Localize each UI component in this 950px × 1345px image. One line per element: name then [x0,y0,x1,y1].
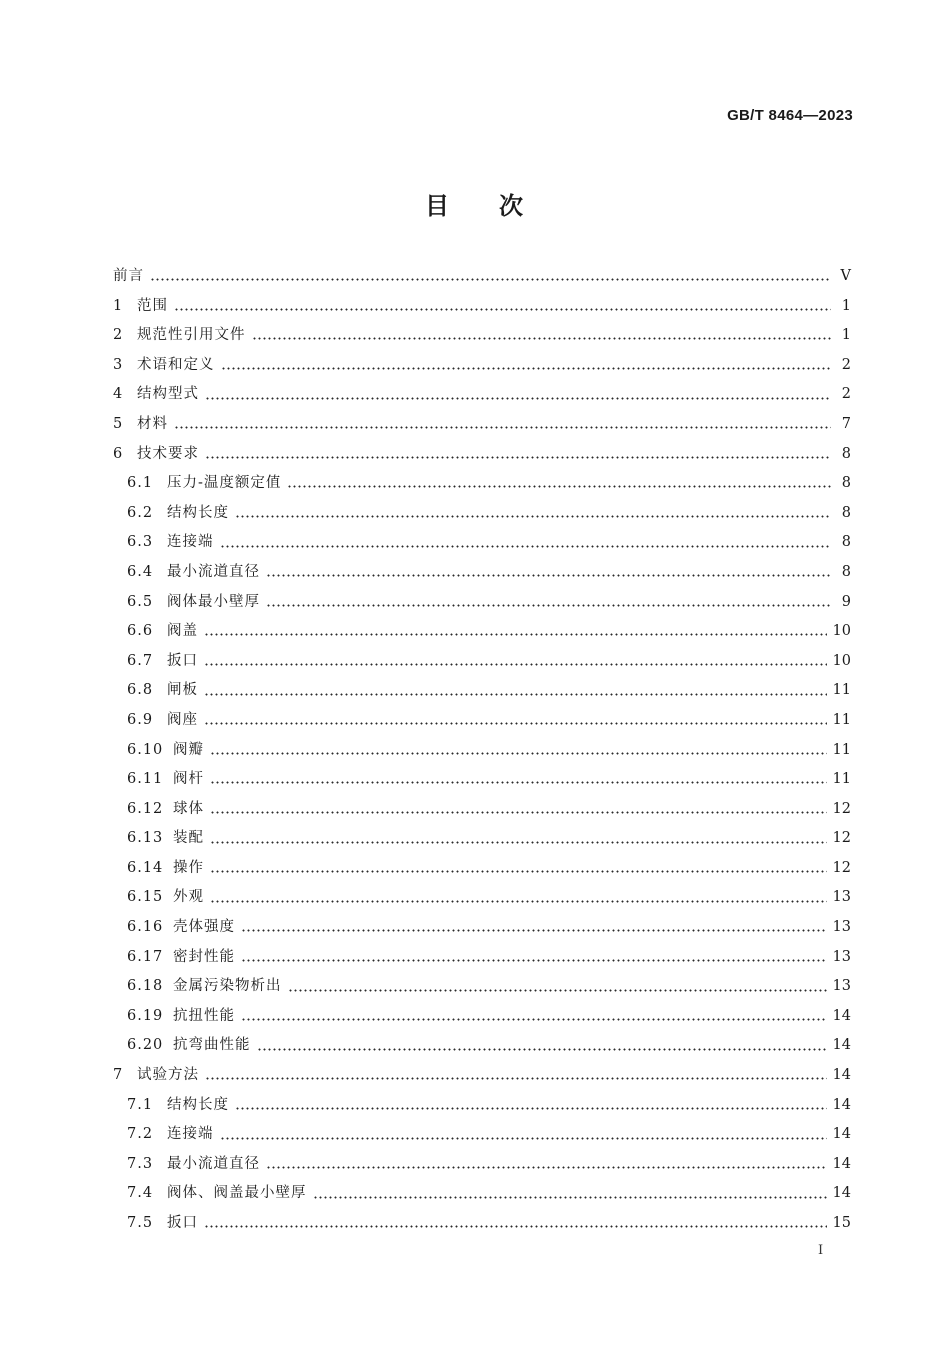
toc-entry-page: 1 [841,297,851,314]
toc-entry-number: 6.4 [127,563,154,580]
toc-entry-page: 9 [841,593,851,610]
dot-leader [220,1137,827,1140]
toc-title-char-2: 次 [499,192,525,220]
toc-entry-page: 14 [832,1126,851,1143]
dot-leader [210,900,827,903]
dot-leader [204,693,827,696]
standard-code: GB/T 8464—2023 [727,107,853,124]
toc-entry-label: 结构型式 [137,386,199,403]
toc-entry-page: 11 [832,771,851,788]
toc-entry-number: 6.12 [127,800,164,817]
dot-leader [220,545,832,548]
toc-entry-number: 7.1 [127,1096,154,1113]
toc-entry-number: 6.17 [127,948,164,965]
toc-entry[interactable] [113,1031,851,1061]
toc-entry-page: 12 [832,859,851,876]
toc-entry-label: 阀体最小壁厚 [167,593,260,610]
toc-entry[interactable] [113,647,851,677]
dot-leader [252,337,832,340]
toc-entry[interactable] [113,1150,851,1180]
toc-entry[interactable] [113,351,851,381]
toc-entry[interactable] [113,292,851,322]
dot-leader [210,781,827,784]
toc-entry-number: 6.1 [127,475,154,492]
toc-entry-page: 14 [832,1096,851,1113]
toc-entry-label: 技术要求 [137,445,199,462]
toc-entry-page: 10 [832,623,851,640]
toc-entry-page: 13 [832,948,851,965]
dot-leader [287,485,831,488]
dot-leader [210,811,827,814]
toc-entry[interactable] [113,765,851,795]
toc-entry-label: 最小流道直径 [167,1155,260,1172]
toc-entry[interactable] [113,469,851,499]
toc-entry-label: 压力-温度额定值 [167,475,282,492]
dot-leader [210,841,827,844]
toc-entry-label: 闸板 [167,682,198,699]
toc-entry[interactable] [113,1091,851,1121]
dot-leader [174,426,831,429]
toc-entry[interactable] [113,617,851,647]
toc-entry-page: 13 [832,889,851,906]
dot-leader [205,456,831,459]
toc-entry[interactable] [113,410,851,440]
dot-leader [266,574,831,577]
toc-entry-page: 11 [832,682,851,699]
toc-entry[interactable] [113,588,851,618]
toc-entry-page: 8 [841,504,851,521]
toc-entry-number: 6.6 [127,623,154,640]
toc-entry[interactable] [113,883,851,913]
toc-entry[interactable] [113,706,851,736]
dot-leader [150,278,831,281]
toc-entry-label: 阀盖 [167,623,198,640]
toc-entry-number: 6.8 [127,682,154,699]
toc-entry[interactable] [113,499,851,529]
toc-entry[interactable] [113,380,851,410]
toc-entry-label: 球体 [173,800,204,817]
toc-entry-label: 材料 [137,415,168,432]
toc-entry-number: 6 [113,445,124,462]
dot-leader [266,604,831,607]
toc-entry-page: 2 [841,386,851,403]
dot-leader [210,870,827,873]
dot-leader [257,1048,827,1051]
dot-leader [241,959,827,962]
toc-entry-label: 金属污染物析出 [173,978,282,995]
toc-entry-label: 结构长度 [167,1096,229,1113]
toc-entry-number: 6.2 [127,504,154,521]
toc-entry-label: 前言 [113,268,144,284]
toc-entry-number: 6.13 [127,830,164,847]
toc-entry-number: 3 [113,356,124,373]
dot-leader [174,308,831,311]
toc-entry[interactable] [113,676,851,706]
toc-entry[interactable] [113,943,851,973]
toc-entry-page: 14 [832,1185,851,1202]
dot-leader [210,752,827,755]
toc-entry-page: 12 [832,830,851,847]
toc-entry-page: 15 [832,1215,851,1231]
toc-entry-label: 阀杆 [173,771,204,788]
toc-entry-page: 8 [841,534,851,551]
toc-entry[interactable] [113,1209,851,1239]
toc-entry[interactable] [113,972,851,1002]
toc-entry-page: 8 [841,563,851,580]
toc-entry-label: 连接端 [167,534,214,551]
toc-entry-label: 扳口 [167,1215,198,1231]
toc-entry[interactable] [113,824,851,854]
toc-entry-label: 密封性能 [173,948,235,965]
dot-leader [204,722,827,725]
toc-entry-page: V [840,268,851,284]
toc-entry-number: 7.4 [127,1185,154,1202]
dot-leader [235,1107,827,1110]
toc-entry-page: 7 [841,415,851,432]
toc-entry-label: 扳口 [167,652,198,669]
toc-entry[interactable] [113,440,851,470]
toc-entry-number: 6.19 [127,1007,164,1024]
toc-entry[interactable] [113,1120,851,1150]
toc-entry-label: 范围 [137,297,168,314]
dot-leader [205,397,831,400]
toc-entry-page: 11 [832,741,851,758]
toc-entry-page: 2 [841,356,851,373]
toc-entry-number: 6.15 [127,889,164,906]
dot-leader [204,1225,827,1228]
dot-leader [221,367,832,370]
toc-entry-label: 结构长度 [167,504,229,521]
toc-entry-number: 6.10 [127,741,164,758]
toc-entry[interactable] [113,528,851,558]
toc-entry[interactable] [113,1179,851,1209]
toc-entry-number: 7.5 [127,1215,154,1231]
toc-entry-page: 14 [832,1067,851,1084]
toc-entry-number: 7 [113,1067,124,1084]
toc-entry-label: 连接端 [167,1126,214,1143]
dot-leader [313,1196,827,1199]
toc-entry[interactable] [113,321,851,351]
toc-entry-label: 阀体、阀盖最小壁厚 [167,1185,307,1202]
toc-entry[interactable] [113,854,851,884]
toc-entry-number: 7.2 [127,1126,154,1143]
toc-entry-page: 8 [841,445,851,462]
toc-entry[interactable] [113,795,851,825]
toc-entry-number: 2 [113,327,124,344]
toc-entry-number: 6.5 [127,593,154,610]
toc-entry-number: 6.18 [127,978,164,995]
dot-leader [204,633,827,636]
page-number: I [818,1243,824,1258]
toc-entry-number: 6.3 [127,534,154,551]
toc-entry[interactable] [113,1061,851,1091]
toc-entry-number: 6.20 [127,1037,164,1054]
toc-entry-number: 7.3 [127,1155,154,1172]
dot-leader [235,515,831,518]
dot-leader [288,989,827,992]
toc-entry-label: 外观 [173,889,204,906]
toc-entry-page: 1 [841,327,851,344]
toc-entry[interactable] [113,1002,851,1032]
toc-entry-number: 1 [113,297,124,314]
toc-entry-label: 装配 [173,830,204,847]
toc-entry[interactable] [113,913,851,943]
toc-entry-page: 14 [832,1007,851,1024]
toc-entry-label: 壳体强度 [173,919,235,936]
toc-entry-number: 4 [113,386,124,403]
toc-entry-label: 规范性引用文件 [137,327,246,344]
toc-entry[interactable] [113,558,851,588]
toc-title [0,186,950,221]
dot-leader [205,1077,827,1080]
toc-entry-number: 6.16 [127,919,164,936]
toc-entry-number: 6.14 [127,859,164,876]
toc-entry-label: 最小流道直径 [167,563,260,580]
toc-title-char-1: 目 [425,192,451,220]
toc-entry-number: 6.11 [127,771,164,788]
toc-entry-number: 5 [113,415,124,432]
dot-leader [241,929,827,932]
toc-entry-page: 13 [832,919,851,936]
toc-entry-label: 术语和定义 [137,356,215,373]
toc-entry-page: 8 [841,475,851,492]
toc-entry-number: 6.7 [127,652,154,669]
toc-entry-page: 13 [832,978,851,995]
toc-entry-label: 抗弯曲性能 [173,1037,251,1054]
toc-list [113,262,851,1239]
toc-entry[interactable] [113,262,851,292]
toc-entry-page: 10 [832,652,851,669]
toc-entry-page: 14 [832,1037,851,1054]
dot-leader [266,1166,827,1169]
toc-entry-label: 操作 [173,859,204,876]
dot-leader [204,663,827,666]
toc-entry-number: 6.9 [127,711,154,728]
toc-entry-label: 阀座 [167,711,198,728]
toc-entry-label: 试验方法 [137,1067,199,1084]
toc-entry-page: 12 [832,800,851,817]
toc-entry-page: 11 [832,711,851,728]
toc-entry-page: 14 [832,1155,851,1172]
dot-leader [241,1018,827,1021]
toc-entry-label: 抗扭性能 [173,1007,235,1024]
toc-entry-label: 阀瓣 [173,741,204,758]
toc-entry[interactable] [113,736,851,766]
